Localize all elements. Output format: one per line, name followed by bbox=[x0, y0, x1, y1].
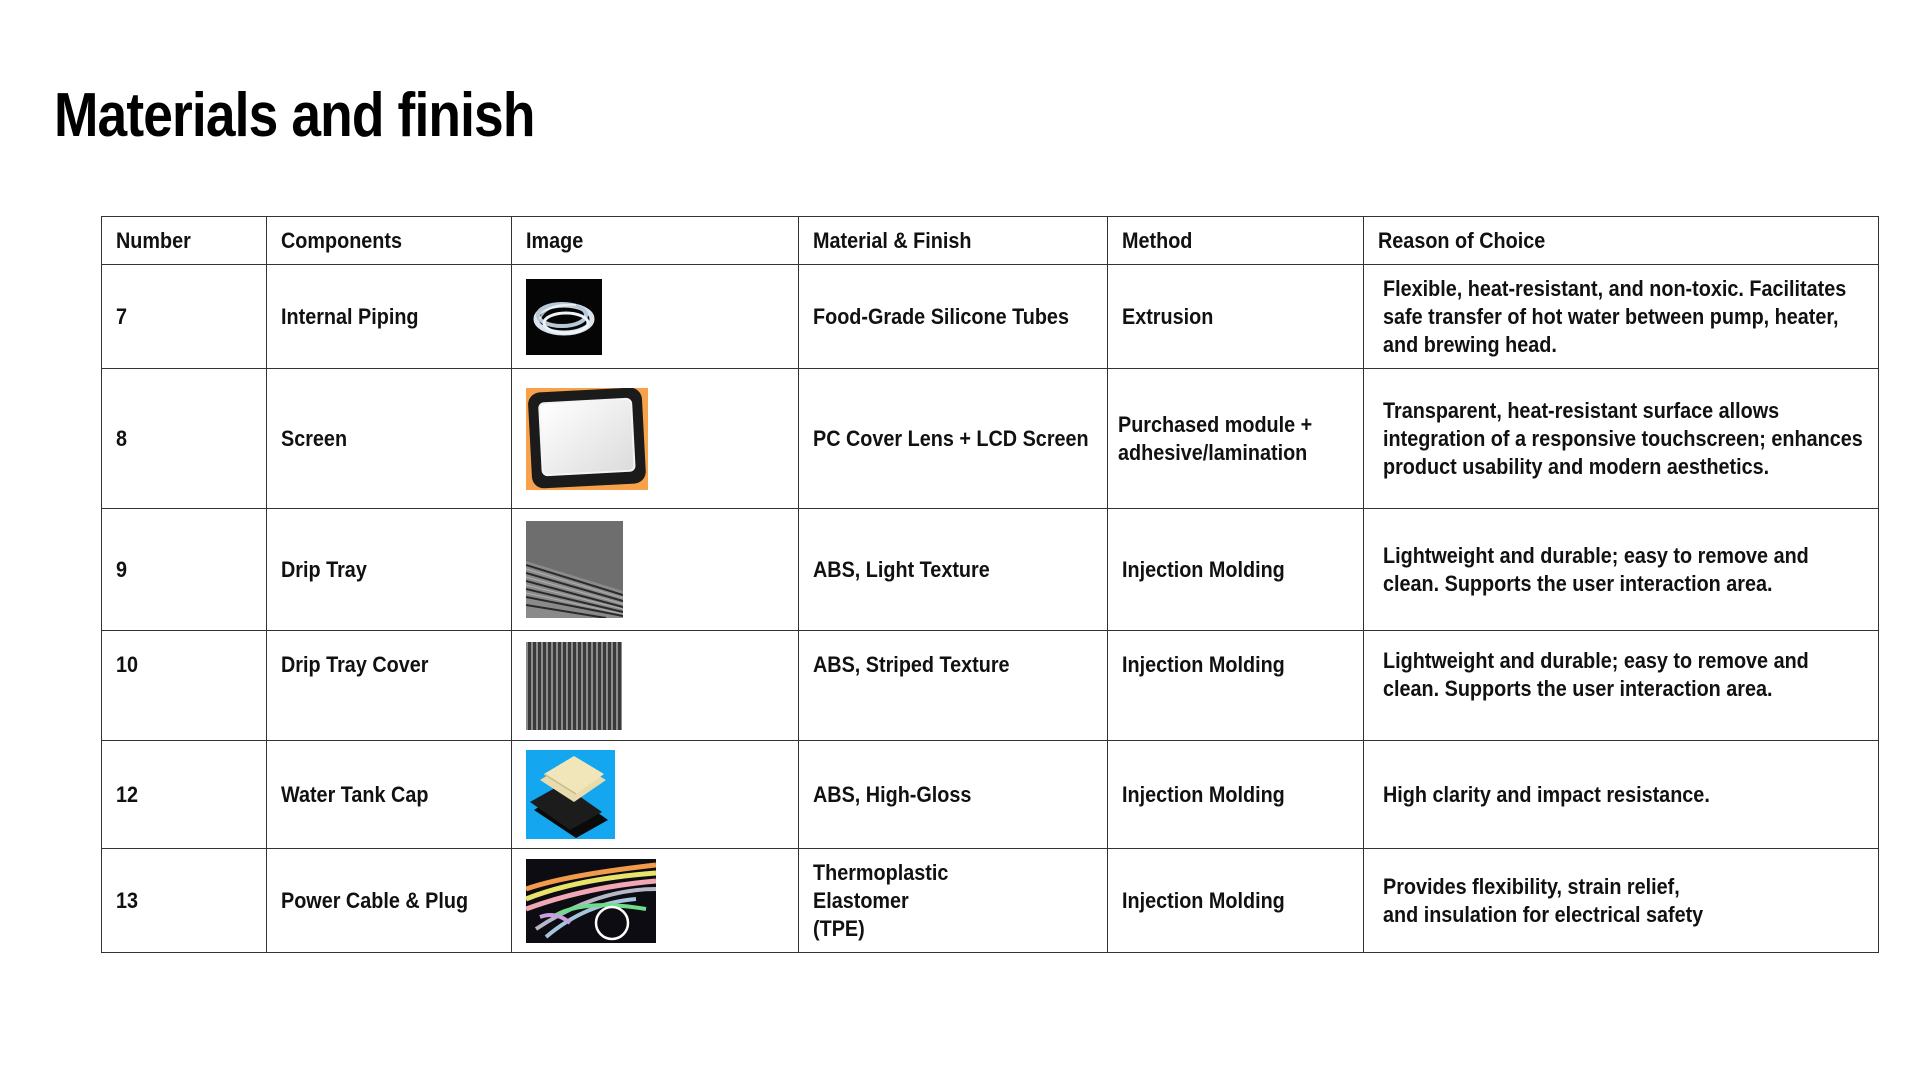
tpe-cables-photo bbox=[526, 859, 656, 943]
row-method: Injection Molding bbox=[1108, 741, 1364, 849]
slide-title: Materials and finish bbox=[54, 81, 535, 150]
row-method: Purchased module + adhesive/lamination bbox=[1108, 369, 1364, 509]
table-row bbox=[102, 631, 1879, 741]
row-number: 7 bbox=[102, 265, 267, 369]
abs-sheets-photo bbox=[526, 521, 623, 618]
row-component: Drip Tray bbox=[267, 509, 512, 631]
row-number: 13 bbox=[102, 849, 267, 953]
row-reason: Lightweight and durable; easy to remove and clean. Supports the user interaction area. bbox=[1364, 631, 1879, 741]
row-reason: Lightweight and durable; easy to remove and clean. Supports the user interaction area. bbox=[1364, 509, 1879, 631]
glossy-abs-sheets-photo bbox=[526, 750, 615, 839]
row-number: 8 bbox=[102, 369, 267, 509]
row-number: 10 bbox=[102, 631, 267, 741]
row-number: 12 bbox=[102, 741, 267, 849]
silicone-tube-photo bbox=[526, 279, 602, 355]
row-image-cell bbox=[512, 849, 799, 953]
row-method: Extrusion bbox=[1108, 265, 1364, 369]
row-reason: Provides flexibility, strain relief, and insulation for electrical safety bbox=[1364, 849, 1879, 953]
row-method: Injection Molding bbox=[1108, 849, 1364, 953]
header-reason: Reason of Choice bbox=[1364, 217, 1879, 265]
header-image: Image bbox=[512, 217, 799, 265]
header-components: Components bbox=[267, 217, 512, 265]
table-row bbox=[102, 265, 1879, 369]
table-row bbox=[102, 849, 1879, 953]
row-material: ABS, Light Texture bbox=[799, 509, 1108, 631]
row-component: Internal Piping bbox=[267, 265, 512, 369]
materials-table bbox=[101, 216, 1879, 953]
row-image-cell bbox=[512, 741, 799, 849]
lcd-screen-photo bbox=[526, 388, 648, 490]
row-number: 9 bbox=[102, 509, 267, 631]
header-number: Number bbox=[102, 217, 267, 265]
row-component: Drip Tray Cover bbox=[267, 631, 512, 741]
row-image-cell bbox=[512, 369, 799, 509]
row-material: Thermoplastic Elastomer (TPE) bbox=[799, 849, 1108, 953]
row-material: ABS, Striped Texture bbox=[799, 631, 1108, 741]
row-component: Water Tank Cap bbox=[267, 741, 512, 849]
row-image-cell bbox=[512, 631, 799, 741]
row-reason: Transparent, heat-resistant surface allows integration of a responsive touchscreen; enhances product usability and modern aesthetics. bbox=[1364, 369, 1879, 509]
header-method: Method bbox=[1108, 217, 1364, 265]
row-component: Power Cable & Plug bbox=[267, 849, 512, 953]
table-row bbox=[102, 509, 1879, 631]
row-reason: High clarity and impact resistance. bbox=[1364, 741, 1879, 849]
table-row bbox=[102, 369, 1879, 509]
row-material: Food-Grade Silicone Tubes bbox=[799, 265, 1108, 369]
row-reason: Flexible, heat-resistant, and non-toxic. Facilitates safe transfer of hot water between pump, heater, and brewing head. bbox=[1364, 265, 1879, 369]
row-method: Injection Molding bbox=[1108, 509, 1364, 631]
row-material: ABS, High-Gloss bbox=[799, 741, 1108, 849]
row-image-cell bbox=[512, 265, 799, 369]
row-method: Injection Molding bbox=[1108, 631, 1364, 741]
row-component: Screen bbox=[267, 369, 512, 509]
row-image-cell bbox=[512, 509, 799, 631]
header-material: Material & Finish bbox=[799, 217, 1108, 265]
table-header-row bbox=[102, 217, 1879, 265]
striped-texture-photo bbox=[526, 642, 622, 730]
row-material: PC Cover Lens + LCD Screen bbox=[799, 369, 1108, 509]
table-row bbox=[102, 741, 1879, 849]
